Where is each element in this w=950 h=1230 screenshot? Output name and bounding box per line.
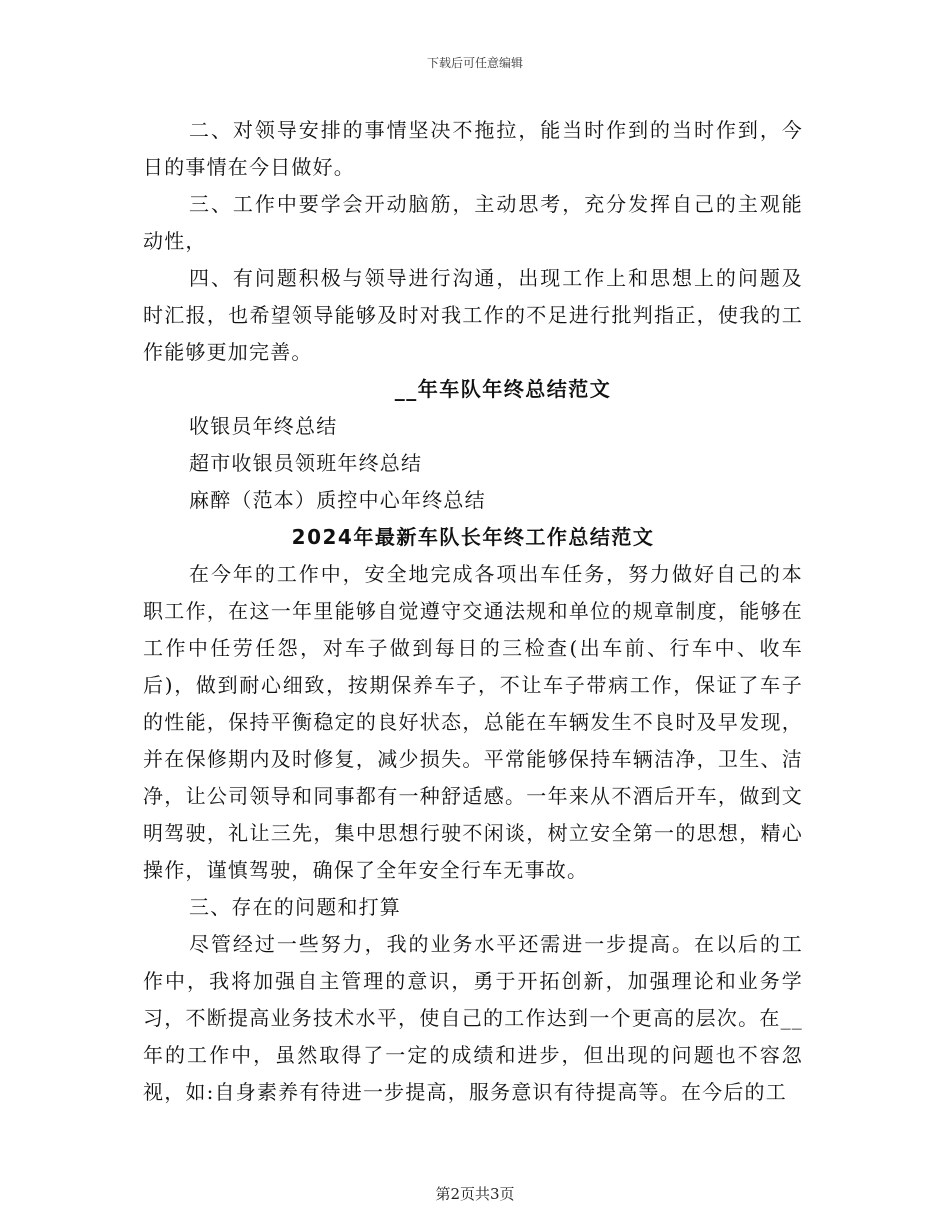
- section-title-fleet-summary: __年车队年终总结范文: [394, 377, 612, 401]
- page-header: 下载后可任意编辑: [426, 56, 523, 70]
- section-title-fleet-leader: 2024年最新车队长年终工作总结范文: [291, 525, 655, 549]
- document-body: [143, 112, 803, 1111]
- related-link-anesthesia[interactable]: 麻醉（范本）质控中心年终总结: [189, 488, 486, 512]
- body-paragraph-work: 在今年的工作中，安全地完成各项出车任务，努力做好自己的本职工作，在这一年里能够自觉遵守交通法规和单位的规章制度，能够在工作中任劳任怨，对车子做到每日的三检查(出车前、行车中、收车后)，做到耐心细致，按期保养车子，不让车子带病工作，保证了车子的性能，保持平衡稳定的良好状态，总能在车辆发生不良时及早发现，并在保修期内及时修复，减少损失。平常能够保持车辆洁净，卫生、洁净，让公司领导和同事都有一种舒适感。一年来从不酒后开车，做到文明驾驶，礼让三先，集中思想行驶不闲谈，树立安全第一的思想，精心操作，谨慎驾驶，确保了全年安全行车无事故。: [143, 562, 803, 882]
- related-link-supermarket-cashier[interactable]: 超市收银员领班年终总结: [189, 451, 423, 475]
- related-link-cashier[interactable]: 收银员年终总结: [189, 414, 338, 438]
- page-footer: 第2页共3页: [435, 1185, 515, 1203]
- body-heading-problems: 三、存在的问题和打算: [189, 895, 401, 919]
- body-paragraph-plans: 尽管经过一些努力，我的业务水平还需进一步提高。在以后的工作中，我将加强自主管理的意识，勇于开拓创新，加强理论和业务学习，不断提高业务技术水平，使自己的工作达到一个更高的层次。在__年的工作中，虽然取得了一定的成绩和进步，但出现的问题也不容忽视，如:自身素养有待进一步提高，服务意识有待提高等。在今后的工: [143, 932, 803, 1104]
- paragraph-item-2: 二、对领导安排的事情坚决不拖拉，能当时作到的当时作到，今日的事情在今日做好。: [143, 118, 803, 179]
- paragraph-item-4: 四、有问题积极与领导进行沟通，出现工作上和思想上的问题及时汇报，也希望领导能够及时对我工作的不足进行批判指正，使我的工作能够更加完善。: [143, 266, 803, 364]
- paragraph-item-3: 三、工作中要学会开动脑筋，主动思考，充分发挥自己的主观能动性，: [143, 192, 803, 253]
